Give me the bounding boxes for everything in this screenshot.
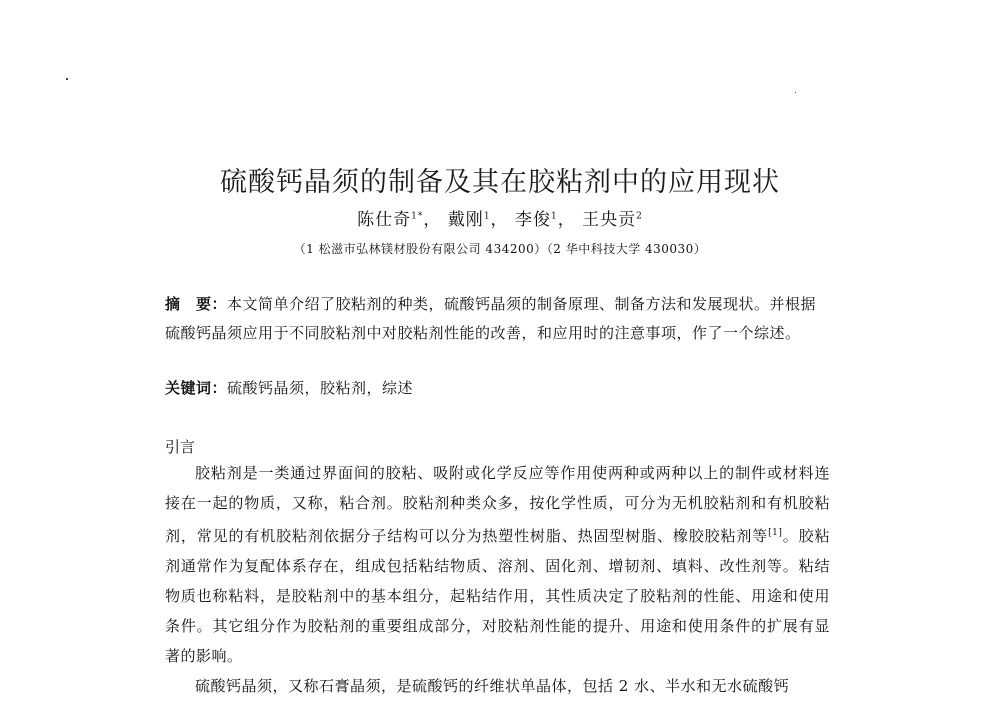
keywords-label: 关键词： [165,379,228,397]
author-mark: 1 [550,211,558,222]
affiliation: （1 松滋市弘林镁材股份有限公司 434200）（2 华中科技大学 430030） [293,242,707,256]
paper-title: 硫酸钙晶须的制备及其在胶粘剂中的应用现状 [220,167,780,198]
author-separator: ， [490,210,509,230]
author-line [0,205,1000,230]
author-name: 陈仕奇 [357,210,412,230]
keywords-text: 硫酸钙晶须，胶粘剂，综述 [227,379,414,397]
author-mark: 2 [636,211,643,222]
abstract [165,290,830,348]
author-mark: 1* [411,211,424,222]
author-name: 王央贡 [582,210,637,230]
author-name: 李俊 [514,210,551,230]
paragraph-text: 。胶粘剂通常作为复配体系存在，组成包括粘结物质、溶剂、固化剂、增韧剂、填料、改性剂等。粘结物质也称粘料，是胶粘剂中的基本组分，起粘结作用，其性质决定了胶粘剂的性能、用途和使用条件。其它组分作为胶粘剂的重要组成部分，对胶粘剂性能的提升、用途和使用条件的扩展有显著的影响。 [165,527,830,665]
scan-speck [795,92,796,93]
author-separator: ， [557,210,576,230]
paragraph [165,458,830,671]
author-separator: ， [423,210,442,230]
author-name: 戴刚 [447,210,484,230]
author-mark: 1 [483,211,491,222]
abstract-text: 本文简单介绍了胶粘剂的种类，硫酸钙晶须的制备原理、制备方法和发展现状。并根据硫酸钙晶须应用于不同胶粘剂中对胶粘剂性能的改善，和应用时的注意事项，作了一个综述。 [165,295,817,342]
paragraph-text: 胶粘剂是一类通过界面间的胶粘、吸附或化学反应等作用使两种或两种以上的制件或材料连接在一起的物质，又称，粘合剂。胶粘剂种类众多，按化学性质，可分为无机胶粘剂和有机胶粘剂，常见的有机胶粘剂依据分子结构可以分为热塑性树脂、热固型树脂、橡胶胶粘剂等 [165,464,830,545]
scan-speck [66,78,68,80]
abstract-label: 摘 要： [165,295,228,313]
citation-ref: [1] [768,528,783,538]
keywords [165,374,830,403]
body-text [165,458,830,701]
paragraph: 硫酸钙晶须，又称石膏晶须，是硫酸钙的纤维状单晶体，包括 2 水、半水和无水硫酸钙 [195,677,790,695]
section-heading: 引言 [165,438,196,456]
